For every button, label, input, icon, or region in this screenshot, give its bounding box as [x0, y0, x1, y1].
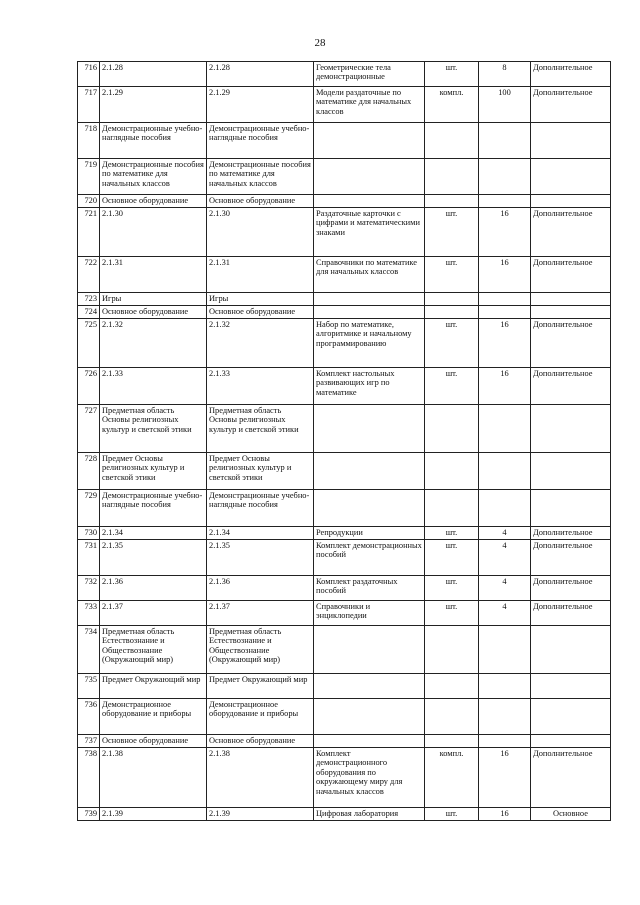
row-number: 724	[78, 306, 100, 319]
cell-equipment-type	[531, 159, 611, 195]
cell-code-a: Демонстрационные пособия по математике для начальных классов	[100, 159, 207, 195]
cell-unit: шт.	[425, 576, 479, 601]
table-row	[78, 195, 611, 208]
cell-code-a: 2.1.36	[100, 576, 207, 601]
cell-item-name	[314, 490, 425, 527]
cell-code-a: 2.1.38	[100, 748, 207, 808]
row-number: 721	[78, 208, 100, 257]
row-number: 722	[78, 257, 100, 293]
cell-code-b: 2.1.30	[207, 208, 314, 257]
row-number: 731	[78, 540, 100, 576]
row-number: 736	[78, 699, 100, 735]
cell-code-a: Игры	[100, 293, 207, 306]
table-row	[78, 208, 611, 257]
cell-item-name	[314, 453, 425, 490]
table-row	[78, 453, 611, 490]
cell-quantity	[479, 195, 531, 208]
cell-quantity	[479, 159, 531, 195]
cell-quantity: 4	[479, 576, 531, 601]
cell-unit: шт.	[425, 601, 479, 626]
cell-quantity: 4	[479, 540, 531, 576]
cell-code-b: 2.1.33	[207, 368, 314, 405]
cell-item-name: Справочники и энциклопедии	[314, 601, 425, 626]
row-number: 727	[78, 405, 100, 453]
cell-unit	[425, 293, 479, 306]
cell-unit: шт.	[425, 368, 479, 405]
cell-item-name	[314, 735, 425, 748]
cell-unit: компл.	[425, 748, 479, 808]
cell-code-a: Демонстрационное оборудование и приборы	[100, 699, 207, 735]
cell-unit: шт.	[425, 808, 479, 821]
cell-equipment-type: Основное	[531, 808, 611, 821]
cell-code-b: 2.1.32	[207, 319, 314, 368]
cell-unit	[425, 405, 479, 453]
cell-quantity: 16	[479, 808, 531, 821]
cell-code-a: 2.1.39	[100, 808, 207, 821]
table-row	[78, 808, 611, 821]
cell-quantity	[479, 699, 531, 735]
cell-equipment-type: Дополнительное	[531, 576, 611, 601]
cell-code-a: 2.1.37	[100, 601, 207, 626]
cell-item-name: Набор по математике, алгоритмике и начальному программированию	[314, 319, 425, 368]
table-row	[78, 601, 611, 626]
cell-item-name: Раздаточные карточки с цифрами и математическими знаками	[314, 208, 425, 257]
row-number: 716	[78, 62, 100, 87]
cell-unit	[425, 699, 479, 735]
cell-code-b: Демонстрационные пособия по математике для начальных классов	[207, 159, 314, 195]
cell-code-b: Демонстрационное оборудование и приборы	[207, 699, 314, 735]
cell-equipment-type: Дополнительное	[531, 62, 611, 87]
cell-equipment-type: Дополнительное	[531, 319, 611, 368]
page-number: 28	[314, 37, 326, 49]
cell-item-name	[314, 405, 425, 453]
cell-item-name	[314, 195, 425, 208]
table-row	[78, 87, 611, 123]
cell-equipment-type	[531, 674, 611, 699]
table-row	[78, 490, 611, 527]
row-number: 733	[78, 601, 100, 626]
cell-equipment-type: Дополнительное	[531, 527, 611, 540]
cell-item-name: Цифровая лаборатория	[314, 808, 425, 821]
cell-unit: шт.	[425, 62, 479, 87]
cell-equipment-type	[531, 293, 611, 306]
cell-equipment-type	[531, 195, 611, 208]
cell-equipment-type	[531, 123, 611, 159]
cell-code-b: Предмет Окружающий мир	[207, 674, 314, 699]
cell-unit	[425, 123, 479, 159]
cell-unit: шт.	[425, 319, 479, 368]
cell-unit: шт.	[425, 527, 479, 540]
cell-code-a: 2.1.34	[100, 527, 207, 540]
table-row	[78, 527, 611, 540]
cell-quantity: 100	[479, 87, 531, 123]
row-number: 739	[78, 808, 100, 821]
table-row	[78, 293, 611, 306]
cell-code-b: Демонстрационные учебно-наглядные пособия	[207, 123, 314, 159]
row-number: 738	[78, 748, 100, 808]
cell-code-b: 2.1.35	[207, 540, 314, 576]
table-row	[78, 674, 611, 699]
cell-code-a: Основное оборудование	[100, 306, 207, 319]
cell-quantity: 16	[479, 368, 531, 405]
cell-code-b: Основное оборудование	[207, 735, 314, 748]
cell-code-b: Предметная область Естествознание и Обществознание (Окружающий мир)	[207, 626, 314, 674]
cell-item-name: Комплект раздаточных пособий	[314, 576, 425, 601]
cell-code-a: 2.1.31	[100, 257, 207, 293]
cell-code-a: Демонстрационные учебно-наглядные пособия	[100, 490, 207, 527]
cell-unit: шт.	[425, 257, 479, 293]
cell-unit	[425, 195, 479, 208]
cell-quantity	[479, 306, 531, 319]
cell-code-a: Предмет Основы религиозных культур и светской этики	[100, 453, 207, 490]
cell-unit: шт.	[425, 208, 479, 257]
cell-code-b: 2.1.38	[207, 748, 314, 808]
row-number: 729	[78, 490, 100, 527]
cell-equipment-type: Дополнительное	[531, 87, 611, 123]
cell-equipment-type	[531, 453, 611, 490]
table-row	[78, 748, 611, 808]
cell-quantity: 4	[479, 601, 531, 626]
row-number: 730	[78, 527, 100, 540]
row-number: 728	[78, 453, 100, 490]
row-number: 718	[78, 123, 100, 159]
row-number: 737	[78, 735, 100, 748]
cell-item-name: Комплект настольных развивающих игр по математике	[314, 368, 425, 405]
cell-quantity	[479, 626, 531, 674]
cell-code-a: 2.1.29	[100, 87, 207, 123]
cell-unit	[425, 735, 479, 748]
cell-quantity	[479, 293, 531, 306]
row-number: 723	[78, 293, 100, 306]
cell-equipment-type	[531, 626, 611, 674]
table-row	[78, 123, 611, 159]
table-row	[78, 626, 611, 674]
row-number: 725	[78, 319, 100, 368]
row-number: 719	[78, 159, 100, 195]
cell-unit	[425, 626, 479, 674]
table-row	[78, 699, 611, 735]
cell-equipment-type	[531, 405, 611, 453]
cell-quantity	[479, 123, 531, 159]
cell-item-name: Геометрические тела демонстрационные	[314, 62, 425, 87]
cell-item-name: Модели раздаточные по математике для начальных классов	[314, 87, 425, 123]
cell-quantity: 16	[479, 257, 531, 293]
cell-quantity	[479, 674, 531, 699]
cell-item-name	[314, 626, 425, 674]
cell-equipment-type: Дополнительное	[531, 748, 611, 808]
cell-unit: шт.	[425, 540, 479, 576]
equipment-table	[77, 61, 611, 821]
cell-unit	[425, 674, 479, 699]
cell-item-name: Комплект демонстрационных пособий	[314, 540, 425, 576]
cell-code-b: 2.1.39	[207, 808, 314, 821]
cell-code-b: 2.1.36	[207, 576, 314, 601]
table-row	[78, 576, 611, 601]
cell-item-name	[314, 123, 425, 159]
cell-quantity	[479, 490, 531, 527]
table-row	[78, 62, 611, 87]
cell-item-name: Комплект демонстрационного оборудования по окружающему миру для начальных классов	[314, 748, 425, 808]
cell-code-a: 2.1.33	[100, 368, 207, 405]
table-row	[78, 306, 611, 319]
cell-code-b: 2.1.29	[207, 87, 314, 123]
cell-item-name	[314, 306, 425, 319]
cell-equipment-type: Дополнительное	[531, 540, 611, 576]
row-number: 732	[78, 576, 100, 601]
cell-equipment-type	[531, 735, 611, 748]
table-row	[78, 159, 611, 195]
cell-item-name	[314, 674, 425, 699]
table-row	[78, 368, 611, 405]
row-number: 720	[78, 195, 100, 208]
cell-code-b: Основное оборудование	[207, 306, 314, 319]
cell-code-a: Предметная область Основы религиозных культур и светской этики	[100, 405, 207, 453]
row-number: 726	[78, 368, 100, 405]
cell-quantity: 16	[479, 208, 531, 257]
cell-item-name: Справочники по математике для начальных классов	[314, 257, 425, 293]
cell-item-name	[314, 293, 425, 306]
cell-quantity: 16	[479, 748, 531, 808]
cell-code-b: 2.1.28	[207, 62, 314, 87]
cell-item-name: Репродукции	[314, 527, 425, 540]
cell-quantity: 16	[479, 319, 531, 368]
cell-unit	[425, 159, 479, 195]
cell-quantity	[479, 453, 531, 490]
cell-code-b: Демонстрационные учебно-наглядные пособия	[207, 490, 314, 527]
cell-item-name	[314, 159, 425, 195]
cell-unit	[425, 453, 479, 490]
table-row	[78, 319, 611, 368]
cell-code-a: Предметная область Естествознание и Обществознание (Окружающий мир)	[100, 626, 207, 674]
row-number: 734	[78, 626, 100, 674]
cell-code-a: 2.1.28	[100, 62, 207, 87]
table-row	[78, 257, 611, 293]
cell-unit	[425, 306, 479, 319]
cell-equipment-type: Дополнительное	[531, 368, 611, 405]
table-row	[78, 405, 611, 453]
cell-equipment-type: Дополнительное	[531, 601, 611, 626]
cell-code-b: 2.1.37	[207, 601, 314, 626]
cell-code-a: Основное оборудование	[100, 735, 207, 748]
table-row	[78, 540, 611, 576]
cell-code-b: Основное оборудование	[207, 195, 314, 208]
cell-equipment-type: Дополнительное	[531, 257, 611, 293]
cell-code-a: 2.1.32	[100, 319, 207, 368]
cell-code-b: Предметная область Основы религиозных культур и светской этики	[207, 405, 314, 453]
cell-equipment-type	[531, 490, 611, 527]
cell-equipment-type	[531, 699, 611, 735]
cell-code-b: Предмет Основы религиозных культур и светской этики	[207, 453, 314, 490]
cell-code-a: Основное оборудование	[100, 195, 207, 208]
cell-code-b: Игры	[207, 293, 314, 306]
cell-code-a: Демонстрационные учебно-наглядные пособия	[100, 123, 207, 159]
cell-code-a: 2.1.35	[100, 540, 207, 576]
cell-quantity: 8	[479, 62, 531, 87]
cell-item-name	[314, 699, 425, 735]
cell-code-a: 2.1.30	[100, 208, 207, 257]
row-number: 717	[78, 87, 100, 123]
cell-equipment-type	[531, 306, 611, 319]
cell-equipment-type: Дополнительное	[531, 208, 611, 257]
cell-code-a: Предмет Окружающий мир	[100, 674, 207, 699]
cell-code-b: 2.1.34	[207, 527, 314, 540]
row-number: 735	[78, 674, 100, 699]
cell-unit: компл.	[425, 87, 479, 123]
cell-code-b: 2.1.31	[207, 257, 314, 293]
cell-unit	[425, 490, 479, 527]
cell-quantity: 4	[479, 527, 531, 540]
table-row	[78, 735, 611, 748]
cell-quantity	[479, 405, 531, 453]
cell-quantity	[479, 735, 531, 748]
